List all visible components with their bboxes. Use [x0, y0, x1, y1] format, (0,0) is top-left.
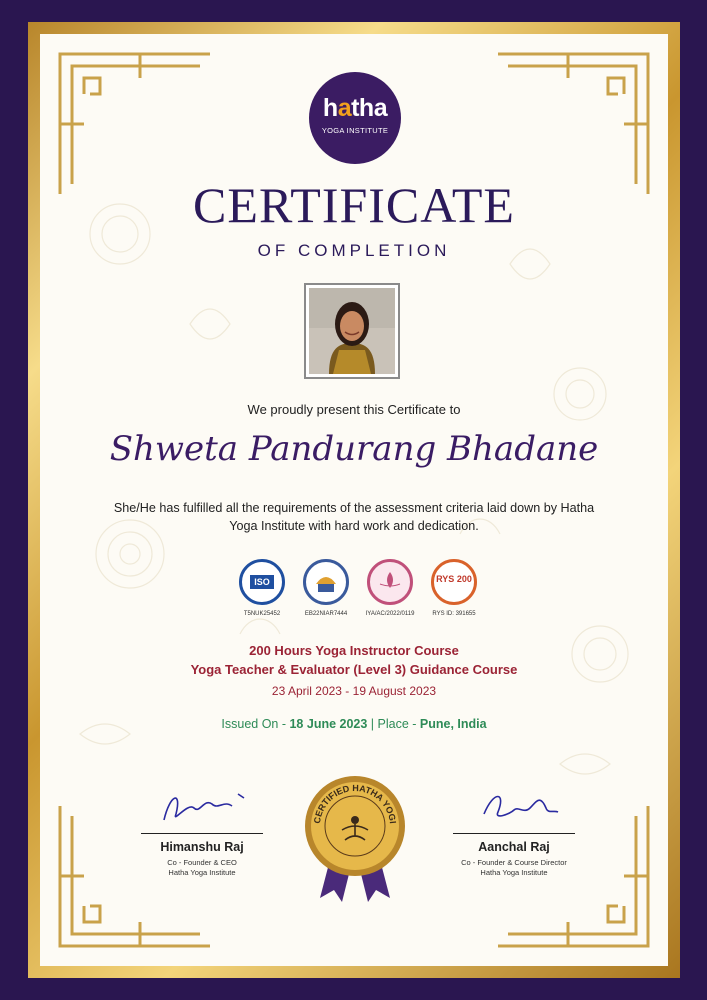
signature-right [424, 784, 604, 878]
signatory-role: Co - Founder & Course Director [461, 858, 567, 867]
signature-line [453, 833, 575, 834]
logo-wordmark: hatha [322, 94, 388, 122]
course-line-1: 200 Hours Yoga Instructor Course [249, 643, 459, 658]
logo-subtitle: YOGA INSTITUTE [321, 126, 389, 135]
signature-scribble [142, 784, 262, 828]
signature-scribble [454, 784, 574, 828]
badge-caption: T5NUK25452 [243, 611, 281, 617]
rys-badge: RYS 200 RYS ID: 391655 [430, 559, 478, 617]
svg-text:CERTIFIED HATHA YOGI: CERTIFIED HATHA YOGI [312, 782, 398, 825]
emblem-badge [302, 559, 350, 617]
signatory-name: Aanchal Raj [478, 840, 550, 854]
present-text: We proudly present this Certificate to [247, 402, 461, 417]
course-line-2: Yoga Teacher & Evaluator (Level 3) Guidance Course [190, 662, 518, 677]
badge-caption: IYA/AC/2022/0119 [365, 611, 415, 617]
certificate-paper [40, 34, 668, 966]
iso-badge: ISO T5NUK25452 [238, 559, 286, 617]
hatha-logo [309, 72, 401, 164]
signatory-org: Hatha Yoga Institute [168, 868, 236, 877]
signatory-org: Hatha Yoga Institute [480, 868, 548, 877]
certified-seal [302, 774, 408, 904]
signature-line [141, 833, 263, 834]
certificate-title: CERTIFICATE [193, 177, 515, 233]
badge-caption: RYS ID: 391655 [432, 611, 476, 617]
badge-caption: EB22NIAR7444 [304, 611, 348, 617]
issued-info: Issued On - 18 June 2023 | Place - Pune, India [221, 717, 487, 731]
certificate-subtitle: OF COMPLETION [257, 241, 451, 260]
signature-left [112, 784, 292, 878]
accreditation-badges [238, 559, 478, 631]
signatory-role: Co - Founder & CEO [167, 858, 237, 867]
signatory-name: Himanshu Raj [160, 840, 244, 854]
recipient-photo [304, 283, 400, 379]
completion-description: She/He has fulfilled all the requirements of the assessment criteria laid down by Hatha Yoga Institute with hard work and dedication. [113, 501, 595, 533]
iya-badge [366, 559, 414, 617]
issued-date: 18 June 2023 [289, 717, 368, 731]
recipient-name: Shweta Pandurang Bhadane [109, 429, 599, 469]
issued-place: Pune, India [419, 717, 487, 731]
course-dates: 23 April 2023 - 19 August 2023 [271, 684, 437, 698]
